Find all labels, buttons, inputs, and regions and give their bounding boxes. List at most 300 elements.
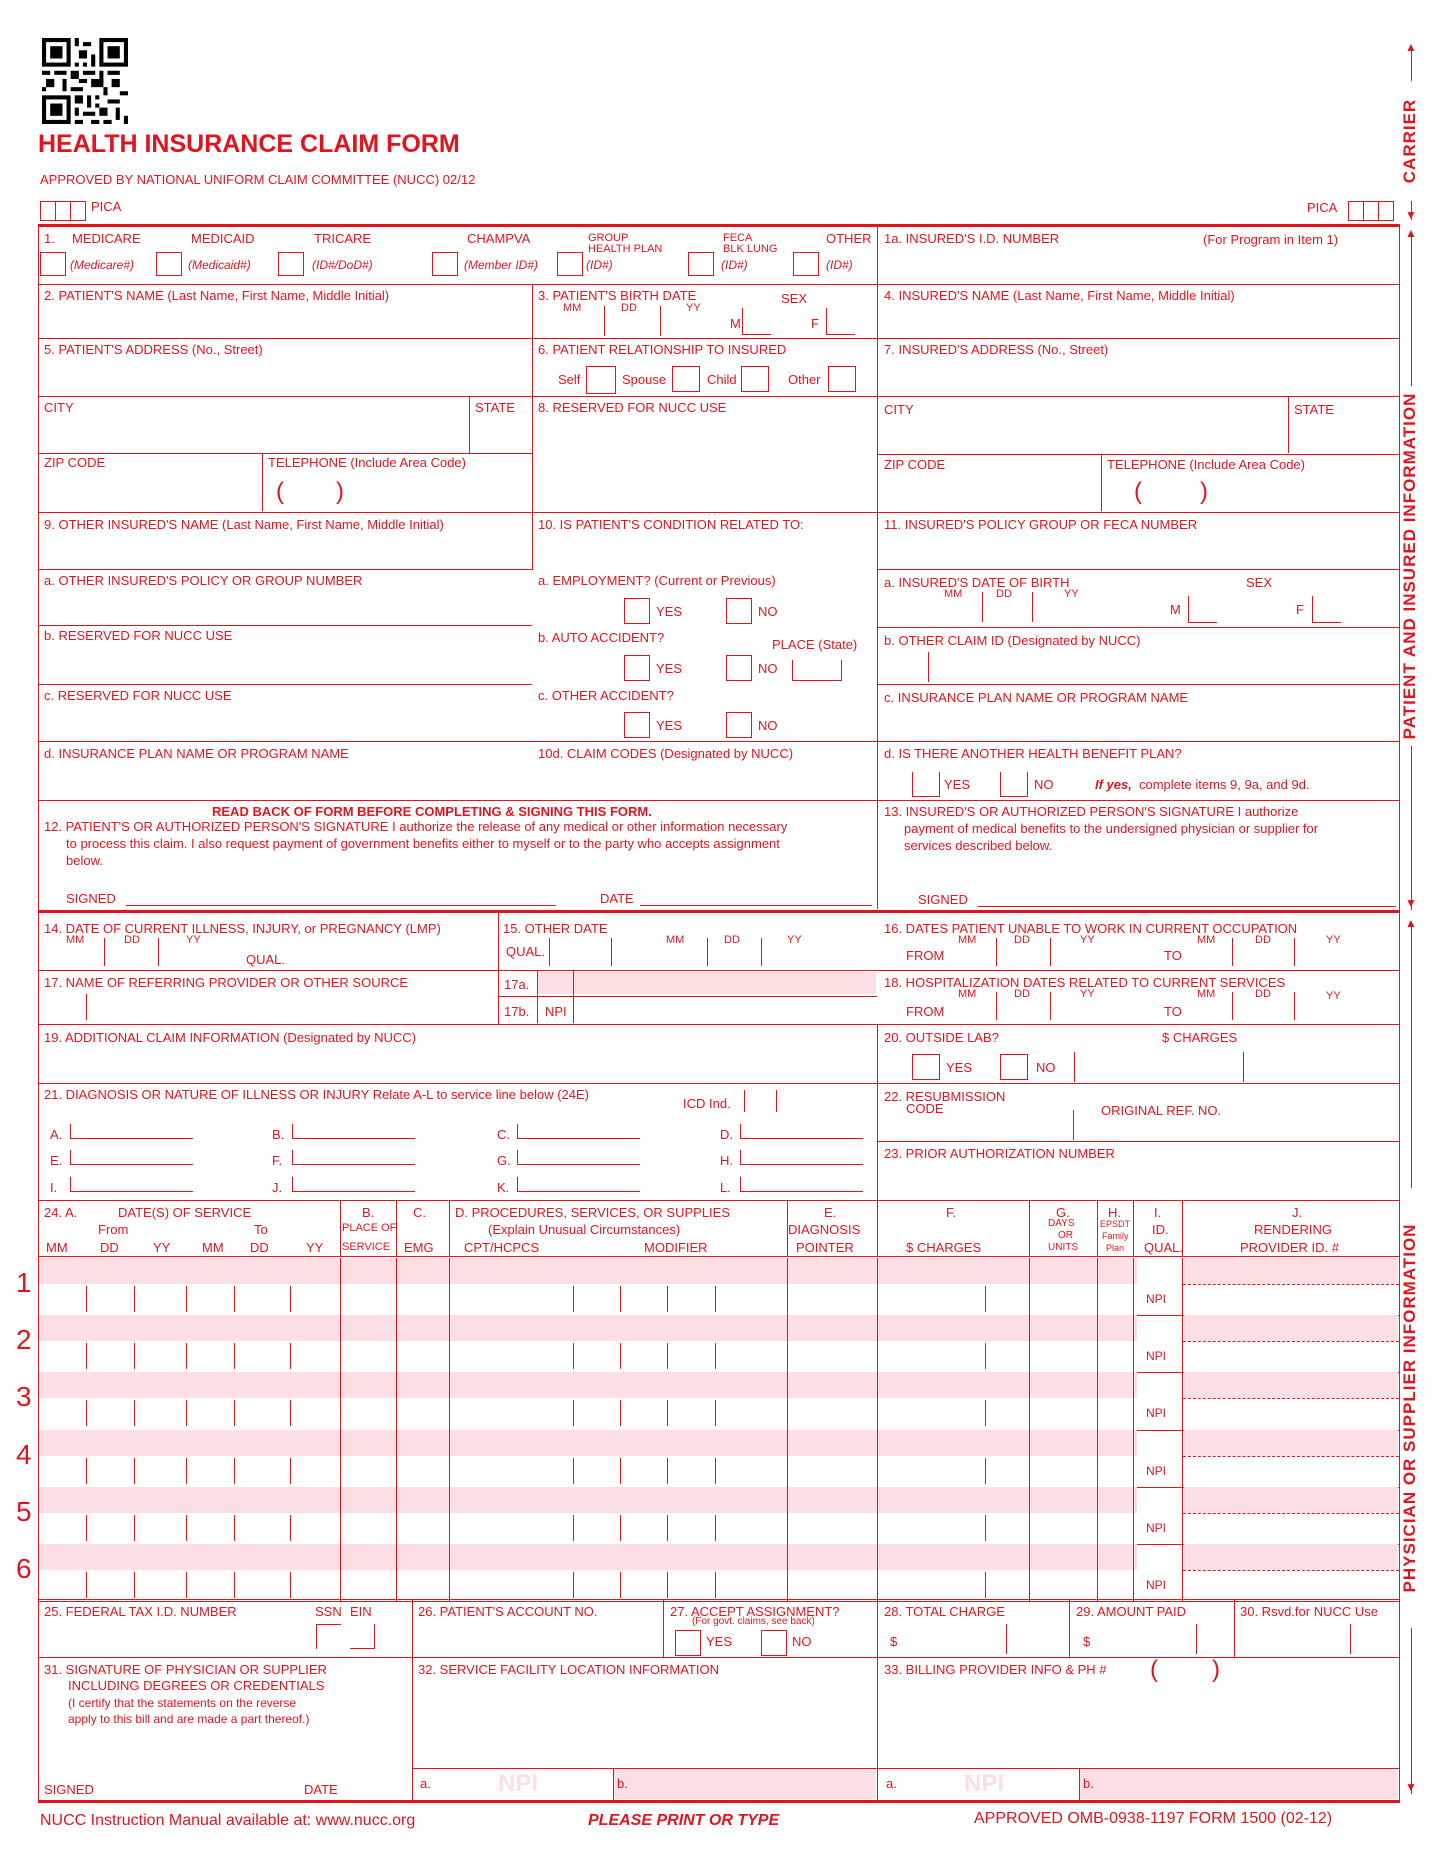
f19-input[interactable] xyxy=(40,1046,874,1080)
f10c-no-label: NO xyxy=(758,718,778,733)
f1-medicaid-checkbox[interactable] xyxy=(156,252,182,276)
f10a-no-label: NO xyxy=(758,604,778,619)
f1-group2-label: HEALTH PLAN xyxy=(588,243,663,255)
center-divider-top xyxy=(877,226,878,909)
f24-i3-label: QUAL. xyxy=(1144,1240,1184,1255)
f21-icd-tick-1 xyxy=(744,1090,745,1112)
f21-icd-label: ICD Ind. xyxy=(683,1096,731,1111)
f14-qual-label: QUAL. xyxy=(246,952,286,967)
f20-divider-1 xyxy=(1074,1052,1075,1082)
rule-9c xyxy=(38,741,1400,742)
f11d-no-checkbox[interactable] xyxy=(1000,772,1028,797)
f17a-divider2 xyxy=(573,971,574,1023)
f24-hdr-sep-j xyxy=(1182,1200,1183,1256)
pica-right-box-2[interactable] xyxy=(1363,201,1379,221)
f11b-label: b. OTHER CLAIM ID (Designated by NUCC) xyxy=(884,633,1141,648)
physician-arrow-bottom-icon: ▼ xyxy=(1405,1780,1417,1794)
f16-mm2: MM xyxy=(1197,934,1216,946)
f11d-yes-label: YES xyxy=(944,777,971,792)
f21-letter-j: J. xyxy=(272,1180,283,1195)
rule-9a xyxy=(38,625,532,626)
service-line-shaded-band xyxy=(39,1487,1137,1513)
f11d-no-label: NO xyxy=(1034,777,1054,792)
f16-from-label: FROM xyxy=(906,948,945,963)
pica-left-box-2[interactable] xyxy=(55,201,71,221)
f24-h3-label: Family xyxy=(1102,1231,1129,1241)
f15-tick-1 xyxy=(611,938,612,966)
center-divider-19-23 xyxy=(877,1024,878,1200)
rule-21 xyxy=(38,1200,1400,1201)
f22-orig-label: ORIGINAL REF. NO. xyxy=(1101,1103,1222,1118)
f1-champva-sub: (Member ID#) xyxy=(464,258,539,272)
f27-no-checkbox[interactable] xyxy=(761,1630,787,1656)
f3-f-checkbox[interactable] xyxy=(826,308,855,335)
f1-tricare-sub: (ID#/DoD#) xyxy=(312,258,373,272)
f24-f2-label: $ CHARGES xyxy=(906,1240,982,1255)
f10a-yes-label: YES xyxy=(656,604,683,619)
f7-city-label: CITY xyxy=(884,402,914,417)
f24-from-label: From xyxy=(98,1222,129,1237)
f1-champva-checkbox[interactable] xyxy=(432,252,458,276)
f18-yy1: YY xyxy=(1080,988,1095,1000)
f24-j-label: J. xyxy=(1292,1205,1303,1220)
service-line-npi-label: NPI xyxy=(1146,1292,1167,1306)
pica-left-box-3[interactable] xyxy=(70,201,86,221)
f16-tick-4 xyxy=(1294,938,1295,966)
f25-ssn-label: SSN xyxy=(315,1604,342,1619)
footer-right: APPROVED OMB-0938-1197 FORM 1500 (02-12) xyxy=(974,1810,1333,1827)
service-line-input[interactable] xyxy=(40,1515,1180,1542)
service-line-number: 5 xyxy=(16,1495,32,1527)
f24-g2-label: DAYS xyxy=(1048,1218,1075,1229)
f22-label: 22. RESUBMISSION xyxy=(884,1089,1006,1104)
f22-divider xyxy=(1073,1110,1074,1140)
f11a-mm: MM xyxy=(944,588,963,600)
f3-dd: DD xyxy=(621,302,637,314)
rule-9b xyxy=(38,684,532,685)
f4-label: 4. INSURED'S NAME (Last Name, First Name, Middle Initial) xyxy=(884,288,1235,303)
service-line-input[interactable] xyxy=(40,1572,1180,1599)
rule-22 xyxy=(877,1141,1400,1142)
f3-m-checkbox[interactable] xyxy=(742,308,771,335)
f1-other-checkbox[interactable] xyxy=(793,252,819,276)
f10b-place-input[interactable] xyxy=(792,660,842,681)
f21-diag-a-input[interactable] xyxy=(70,1124,193,1139)
f21-diag-k-input[interactable] xyxy=(517,1177,640,1192)
f11a-m-checkbox[interactable] xyxy=(1188,596,1217,623)
f10a-yes-checkbox[interactable] xyxy=(624,598,650,624)
f20-yes-label: YES xyxy=(946,1060,973,1075)
f10-label: 10. IS PATIENT'S CONDITION RELATED TO: xyxy=(538,517,804,532)
carrier-arrow-top-icon: ▲ xyxy=(1405,40,1417,54)
f14-tick-1 xyxy=(104,938,105,966)
f24-d-label: D. PROCEDURES, SERVICES, OR SUPPLIES xyxy=(455,1205,730,1220)
f26-label: 26. PATIENT'S ACCOUNT NO. xyxy=(418,1604,598,1619)
f27-yes-checkbox[interactable] xyxy=(675,1630,701,1656)
f9b-label: b. RESERVED FOR NUCC USE xyxy=(44,628,233,643)
f3-mm: MM xyxy=(563,302,582,314)
f11a-dd: DD xyxy=(996,588,1012,600)
pica-right-label: PICA xyxy=(1307,200,1338,215)
service-line-dashed-rule xyxy=(1183,1284,1399,1285)
service-line-number: 2 xyxy=(16,1324,32,1356)
f4-input[interactable] xyxy=(880,304,1396,336)
f24-dd2: DD xyxy=(250,1240,269,1255)
f28-dollar: $ xyxy=(890,1634,898,1649)
service-line-shaded-band xyxy=(39,1258,1137,1284)
f32-b-label: b. xyxy=(617,1776,628,1791)
f5-zip-label: ZIP CODE xyxy=(44,455,106,470)
f6-self-label: Self xyxy=(558,372,581,387)
f21-diag-f-input[interactable] xyxy=(292,1150,415,1165)
f9-label: 9. OTHER INSURED'S NAME (Last Name, First Name, Middle Initial) xyxy=(44,517,444,532)
f15-yy: YY xyxy=(787,934,802,946)
f27-divider xyxy=(663,1600,664,1657)
f2-input[interactable] xyxy=(40,304,530,336)
f24-i-label: I. xyxy=(1154,1205,1162,1220)
f24-mm1: MM xyxy=(46,1240,68,1255)
rule-11a xyxy=(877,627,1400,628)
service-line-npi-label: NPI xyxy=(1146,1406,1167,1421)
f20-label: 20. OUTSIDE LAB? xyxy=(884,1030,999,1045)
rule-9 xyxy=(38,569,532,570)
f32-b-shaded xyxy=(614,1769,876,1799)
f8-input[interactable] xyxy=(536,416,874,508)
f6-other-label: Other xyxy=(788,372,821,387)
f24-e-label: E. xyxy=(824,1205,837,1220)
service-line-shaded-band-j xyxy=(1184,1372,1398,1398)
f27-label: 27. ACCEPT ASSIGNMENT? xyxy=(670,1604,840,1619)
f16-tick-3 xyxy=(1232,938,1233,966)
f16-dd2: DD xyxy=(1255,934,1271,946)
f24-h-label: H. xyxy=(1108,1205,1121,1220)
f7-state-divider xyxy=(1288,397,1289,453)
rule-9d xyxy=(38,800,1400,801)
service-line-input[interactable] xyxy=(40,1286,1180,1313)
service-line-shaded-band xyxy=(39,1315,1137,1341)
footer-center: PLEASE PRINT OR TYPE xyxy=(588,1812,780,1829)
f21-diag-c-input[interactable] xyxy=(517,1124,640,1139)
f29-divider xyxy=(1069,1600,1070,1657)
f24-e3-label: POINTER xyxy=(796,1240,854,1255)
f24-e2-label: DIAGNOSIS xyxy=(788,1222,861,1237)
patient-arrow-bottom-icon: ▼ xyxy=(1405,896,1417,910)
f3-yy: YY xyxy=(686,302,701,314)
rule-11 xyxy=(877,569,1400,570)
f12-date-line[interactable] xyxy=(640,905,872,906)
f14-tick-2 xyxy=(158,938,159,966)
f30-tick xyxy=(1350,1624,1351,1654)
rule-19 xyxy=(38,1083,1400,1084)
f18-to-label: TO xyxy=(1164,1004,1182,1019)
f11d-ifyes-text: complete items 9, 9a, and 9d. xyxy=(1139,777,1310,792)
service-line-number: 1 xyxy=(16,1267,32,1298)
f18-label: 18. HOSPITALIZATION DATES RELATED TO CURRENT SERVICES xyxy=(884,975,1286,990)
f24-d2-label: (Explain Unusual Circumstances) xyxy=(488,1222,681,1237)
f28-label: 28. TOTAL CHARGE xyxy=(884,1604,1005,1619)
f21-letter-b: B. xyxy=(272,1127,285,1142)
f18-from-label: FROM xyxy=(906,1004,945,1019)
service-line-shaded-band-j xyxy=(1184,1544,1398,1570)
f24-b3-label: SERVICE xyxy=(342,1241,391,1253)
f10c-yes-label: YES xyxy=(656,718,683,733)
patient-arrow-top-icon: ▲ xyxy=(1405,226,1417,240)
f24-hdr-sep-h xyxy=(1097,1200,1098,1256)
service-line-shaded-band-j xyxy=(1184,1258,1398,1284)
f24-yy1: YY xyxy=(153,1240,171,1255)
mid-thick-rule xyxy=(38,910,1400,913)
f24-b2-label: PLACE OF xyxy=(342,1222,397,1234)
f24-g3-label: OR xyxy=(1058,1230,1073,1241)
f5-input[interactable] xyxy=(40,358,530,394)
service-line-input[interactable] xyxy=(40,1400,1180,1427)
f24-g4-label: UNITS xyxy=(1048,1242,1078,1253)
f1-feca-checkbox[interactable] xyxy=(688,252,714,276)
f12-label: 12. PATIENT'S OR AUTHORIZED PERSON'S SIGNATURE I authorize the release of any medical or other information necessary xyxy=(44,819,788,834)
f1-medicare-label: MEDICARE xyxy=(72,231,141,246)
f32-label: 32. SERVICE FACILITY LOCATION INFORMATION xyxy=(418,1662,719,1677)
f10a-label: a. EMPLOYMENT? (Current or Previous) xyxy=(538,573,776,588)
service-line-npi-label: NPI xyxy=(1146,1463,1167,1478)
f2-label: 2. PATIENT'S NAME (Last Name, First Name, Middle Initial) xyxy=(44,288,390,303)
f5-label: 5. PATIENT'S ADDRESS (No., Street) xyxy=(44,342,263,357)
service-line-col-tick xyxy=(1182,1430,1183,1487)
f20-no-label: NO xyxy=(1036,1060,1056,1075)
service-line-input[interactable] xyxy=(40,1343,1180,1370)
f14-yy: YY xyxy=(186,934,201,946)
f13-signed-line[interactable] xyxy=(978,906,1396,907)
f15-tick-0 xyxy=(549,938,550,966)
f10c-label: c. OTHER ACCIDENT? xyxy=(538,688,674,703)
f1-tricare-checkbox[interactable] xyxy=(278,252,304,276)
f16-dd1: DD xyxy=(1014,934,1030,946)
service-line-col-tick xyxy=(1182,1544,1183,1601)
physician-arrow-top-icon: ▲ xyxy=(1405,916,1417,930)
f10a-no-checkbox[interactable] xyxy=(726,598,752,624)
rule-17 xyxy=(38,1024,1400,1025)
f33-npi-watermark: NPI xyxy=(964,1770,1005,1797)
f10b-no-checkbox[interactable] xyxy=(726,655,752,681)
form-title: HEALTH INSURANCE CLAIM FORM xyxy=(38,130,460,158)
f11d-ifyes-bold: If yes, xyxy=(1095,777,1132,792)
f16-yy1: YY xyxy=(1080,934,1095,946)
f21-diag-d-input[interactable] xyxy=(740,1124,863,1139)
f7-input[interactable] xyxy=(880,358,1396,394)
f13-text3: services described below. xyxy=(904,838,1053,853)
f1-medicare-checkbox[interactable] xyxy=(40,252,66,276)
f16-yy2: YY xyxy=(1326,934,1341,946)
f6-other-checkbox[interactable] xyxy=(828,366,856,392)
f25-ssn-checkbox[interactable] xyxy=(316,1624,341,1649)
f6-spouse-label: Spouse xyxy=(622,372,667,387)
service-line-dashed-rule xyxy=(1183,1456,1399,1457)
service-line-npi-label: NPI xyxy=(1146,1578,1167,1592)
f6-spouse-checkbox[interactable] xyxy=(672,366,700,392)
f27-sub: (For govt. claims, see back) xyxy=(692,1616,815,1627)
f33-a-label: a. xyxy=(886,1776,897,1791)
f6-child-checkbox[interactable] xyxy=(741,366,769,392)
f1-feca-sub: (ID#) xyxy=(721,258,748,272)
f33-input[interactable] xyxy=(880,1684,1396,1766)
f25-label: 25. FEDERAL TAX I.D. NUMBER xyxy=(44,1604,237,1619)
right-border xyxy=(1399,226,1400,1803)
f17b-npi: NPI xyxy=(545,1004,567,1019)
f24-c-label: C. xyxy=(413,1205,426,1220)
service-line-number: 6 xyxy=(16,1553,32,1584)
col-divider-1 xyxy=(532,285,533,570)
f18-yy2: YY xyxy=(1326,990,1341,1002)
f21-diag-h-input[interactable] xyxy=(740,1150,863,1165)
f14-label: 14. DATE OF CURRENT ILLNESS, INJURY, or PREGNANCY (LMP) xyxy=(44,921,441,936)
f3-tick-2 xyxy=(660,306,661,336)
f12-text3: below. xyxy=(66,853,103,868)
f18-tick-3 xyxy=(1232,992,1233,1020)
f10c-no-checkbox[interactable] xyxy=(726,712,752,738)
f33-b-shaded xyxy=(1080,1769,1398,1799)
f20-no-checkbox[interactable] xyxy=(1000,1054,1028,1080)
pica-right-box-3[interactable] xyxy=(1378,201,1394,221)
f24-f-label: F. xyxy=(946,1205,957,1220)
footer-left: NUCC Instruction Manual available at: www.nucc.org xyxy=(40,1812,416,1829)
service-line-col-tick xyxy=(1182,1372,1183,1429)
f32-input[interactable] xyxy=(414,1678,874,1766)
f21-diag-j-input[interactable] xyxy=(292,1177,415,1192)
f11a-label: a. INSURED'S DATE OF BIRTH xyxy=(884,575,1070,590)
f10d-label: 10d. CLAIM CODES (Designated by NUCC) xyxy=(538,746,794,761)
service-line-input[interactable] xyxy=(40,1458,1180,1485)
f17a-input[interactable] xyxy=(578,972,874,994)
f16-label: 16. DATES PATIENT UNABLE TO WORK IN CURRENT OCCUPATION xyxy=(884,921,1298,936)
f18-mm2: MM xyxy=(1197,988,1216,1000)
f21-letter-d: D. xyxy=(720,1127,733,1142)
f1-number: 1. xyxy=(44,231,55,246)
f9d-label: d. INSURANCE PLAN NAME OR PROGRAM NAME xyxy=(44,746,349,761)
f18-mm1: MM xyxy=(958,988,977,1000)
qr-code xyxy=(42,38,128,124)
f25-ein-label: EIN xyxy=(350,1604,372,1619)
f23-input[interactable] xyxy=(880,1162,1396,1196)
f24-mm2: MM xyxy=(202,1240,224,1255)
f29-label: 29. AMOUNT PAID xyxy=(1076,1604,1187,1619)
f7-label: 7. INSURED'S ADDRESS (No., Street) xyxy=(884,342,1109,357)
f1-group-checkbox[interactable] xyxy=(557,252,583,276)
f15-qual-label: QUAL. xyxy=(506,944,546,959)
f21-letter-c: C. xyxy=(497,1127,510,1142)
f7-tel-label: TELEPHONE (Include Area Code) xyxy=(1107,457,1305,472)
f7-zip-label: ZIP CODE xyxy=(884,457,946,472)
f11-label: 11. INSURED'S POLICY GROUP OR FECA NUMBER xyxy=(884,517,1198,532)
f24-b-label: B. xyxy=(362,1205,375,1220)
f20-yes-checkbox[interactable] xyxy=(912,1054,940,1080)
f21-diag-b-input[interactable] xyxy=(292,1124,415,1139)
f31-label: 31. SIGNATURE OF PHYSICIAN OR SUPPLIER xyxy=(44,1662,327,1677)
f11c-label: c. INSURANCE PLAN NAME OR PROGRAM NAME xyxy=(884,690,1189,705)
f18-dd1: DD xyxy=(1014,988,1030,1000)
f27-yes-label: YES xyxy=(706,1634,733,1649)
service-line-shaded-band-j xyxy=(1184,1487,1398,1513)
f30-divider xyxy=(1234,1600,1235,1657)
f21-diag-i-input[interactable] xyxy=(70,1177,193,1192)
f21-diag-e-input[interactable] xyxy=(70,1150,193,1165)
f1-medicaid-label: MEDICAID xyxy=(191,231,255,246)
f1-group-sub: (ID#) xyxy=(586,258,613,272)
pica-right-box-1[interactable] xyxy=(1348,201,1364,221)
f11a-f-checkbox[interactable] xyxy=(1312,596,1341,623)
f1a-input[interactable] xyxy=(880,243,1396,282)
rule-25-top xyxy=(38,1599,1400,1600)
f24-a-label: 24. A. xyxy=(44,1205,78,1220)
f10b-yes-checkbox[interactable] xyxy=(624,655,650,681)
f29-tick xyxy=(1196,1624,1197,1654)
f30-label: 30. Rsvd.for NUCC Use xyxy=(1240,1604,1378,1619)
f17-tick xyxy=(86,994,87,1020)
f11a-tick-1 xyxy=(982,592,983,622)
f10c-yes-checkbox[interactable] xyxy=(624,712,650,738)
f12-signed-line[interactable] xyxy=(126,905,556,906)
f3-m-label: M xyxy=(730,316,741,331)
side-label-carrier: CARRIER xyxy=(1399,81,1421,201)
f24-hdr-sep-d xyxy=(449,1200,450,1256)
f1-feca-label: FECA xyxy=(723,232,753,244)
f16-tick-1 xyxy=(996,938,997,966)
f24-to-label: To xyxy=(254,1222,268,1237)
f7-tel-paren-close: ) xyxy=(1200,478,1208,505)
rule-24-header xyxy=(38,1256,1400,1257)
f21-letter-e: E. xyxy=(50,1153,63,1168)
f19-label: 19. ADDITIONAL CLAIM INFORMATION (Designated by NUCC) xyxy=(44,1030,417,1045)
f21-diag-g-input[interactable] xyxy=(517,1150,640,1165)
service-line-col-tick xyxy=(1182,1258,1183,1315)
f11a-m-label: M xyxy=(1170,602,1181,617)
f25-ein-checkbox[interactable] xyxy=(350,1624,375,1649)
pica-left-box-1[interactable] xyxy=(40,201,56,221)
f24-hdr-sep-c xyxy=(396,1200,397,1256)
f21-icd-tick-2 xyxy=(776,1090,777,1112)
rule-row1 xyxy=(38,284,1400,285)
f18-tick-2 xyxy=(1050,992,1051,1020)
f22-code-label: CODE xyxy=(906,1101,944,1116)
service-line-shaded-band-j xyxy=(1184,1430,1398,1456)
f27-no-label: NO xyxy=(792,1634,812,1649)
f33-b-label: b. xyxy=(1083,1776,1094,1791)
f17b-input[interactable] xyxy=(578,998,874,1020)
f24-mod-label: MODIFIER xyxy=(644,1240,708,1255)
f6-self-checkbox[interactable] xyxy=(586,366,616,394)
f18-tick-4 xyxy=(1294,992,1295,1020)
f10b-label: b. AUTO ACCIDENT? xyxy=(538,630,665,645)
f24-dd1: DD xyxy=(100,1240,119,1255)
rule-17a xyxy=(498,996,877,997)
rule-14 xyxy=(38,970,1400,971)
f11d-yes-checkbox[interactable] xyxy=(912,772,940,797)
f7-tel-divider xyxy=(1101,455,1102,511)
rule-row4-left xyxy=(38,453,532,454)
f31-date-label: DATE xyxy=(304,1782,338,1797)
f1-medicaid-sub: (Medicaid#) xyxy=(188,258,251,272)
f10b-place-label: PLACE (State) xyxy=(772,637,858,652)
f21-diag-l-input[interactable] xyxy=(740,1177,863,1192)
f14-dd: DD xyxy=(124,934,140,946)
f3-f-label: F xyxy=(811,316,819,331)
f31-signed-label: SIGNED xyxy=(44,1782,94,1797)
f5-city-label: CITY xyxy=(44,400,74,415)
rule-25-bottom xyxy=(38,1657,1400,1658)
f14-mm: MM xyxy=(66,934,85,946)
f16-to-label: TO xyxy=(1164,948,1182,963)
f15-divider xyxy=(498,913,499,1024)
service-line-dashed-rule xyxy=(1183,1570,1399,1571)
f24-h4-label: Plan xyxy=(1106,1243,1125,1253)
